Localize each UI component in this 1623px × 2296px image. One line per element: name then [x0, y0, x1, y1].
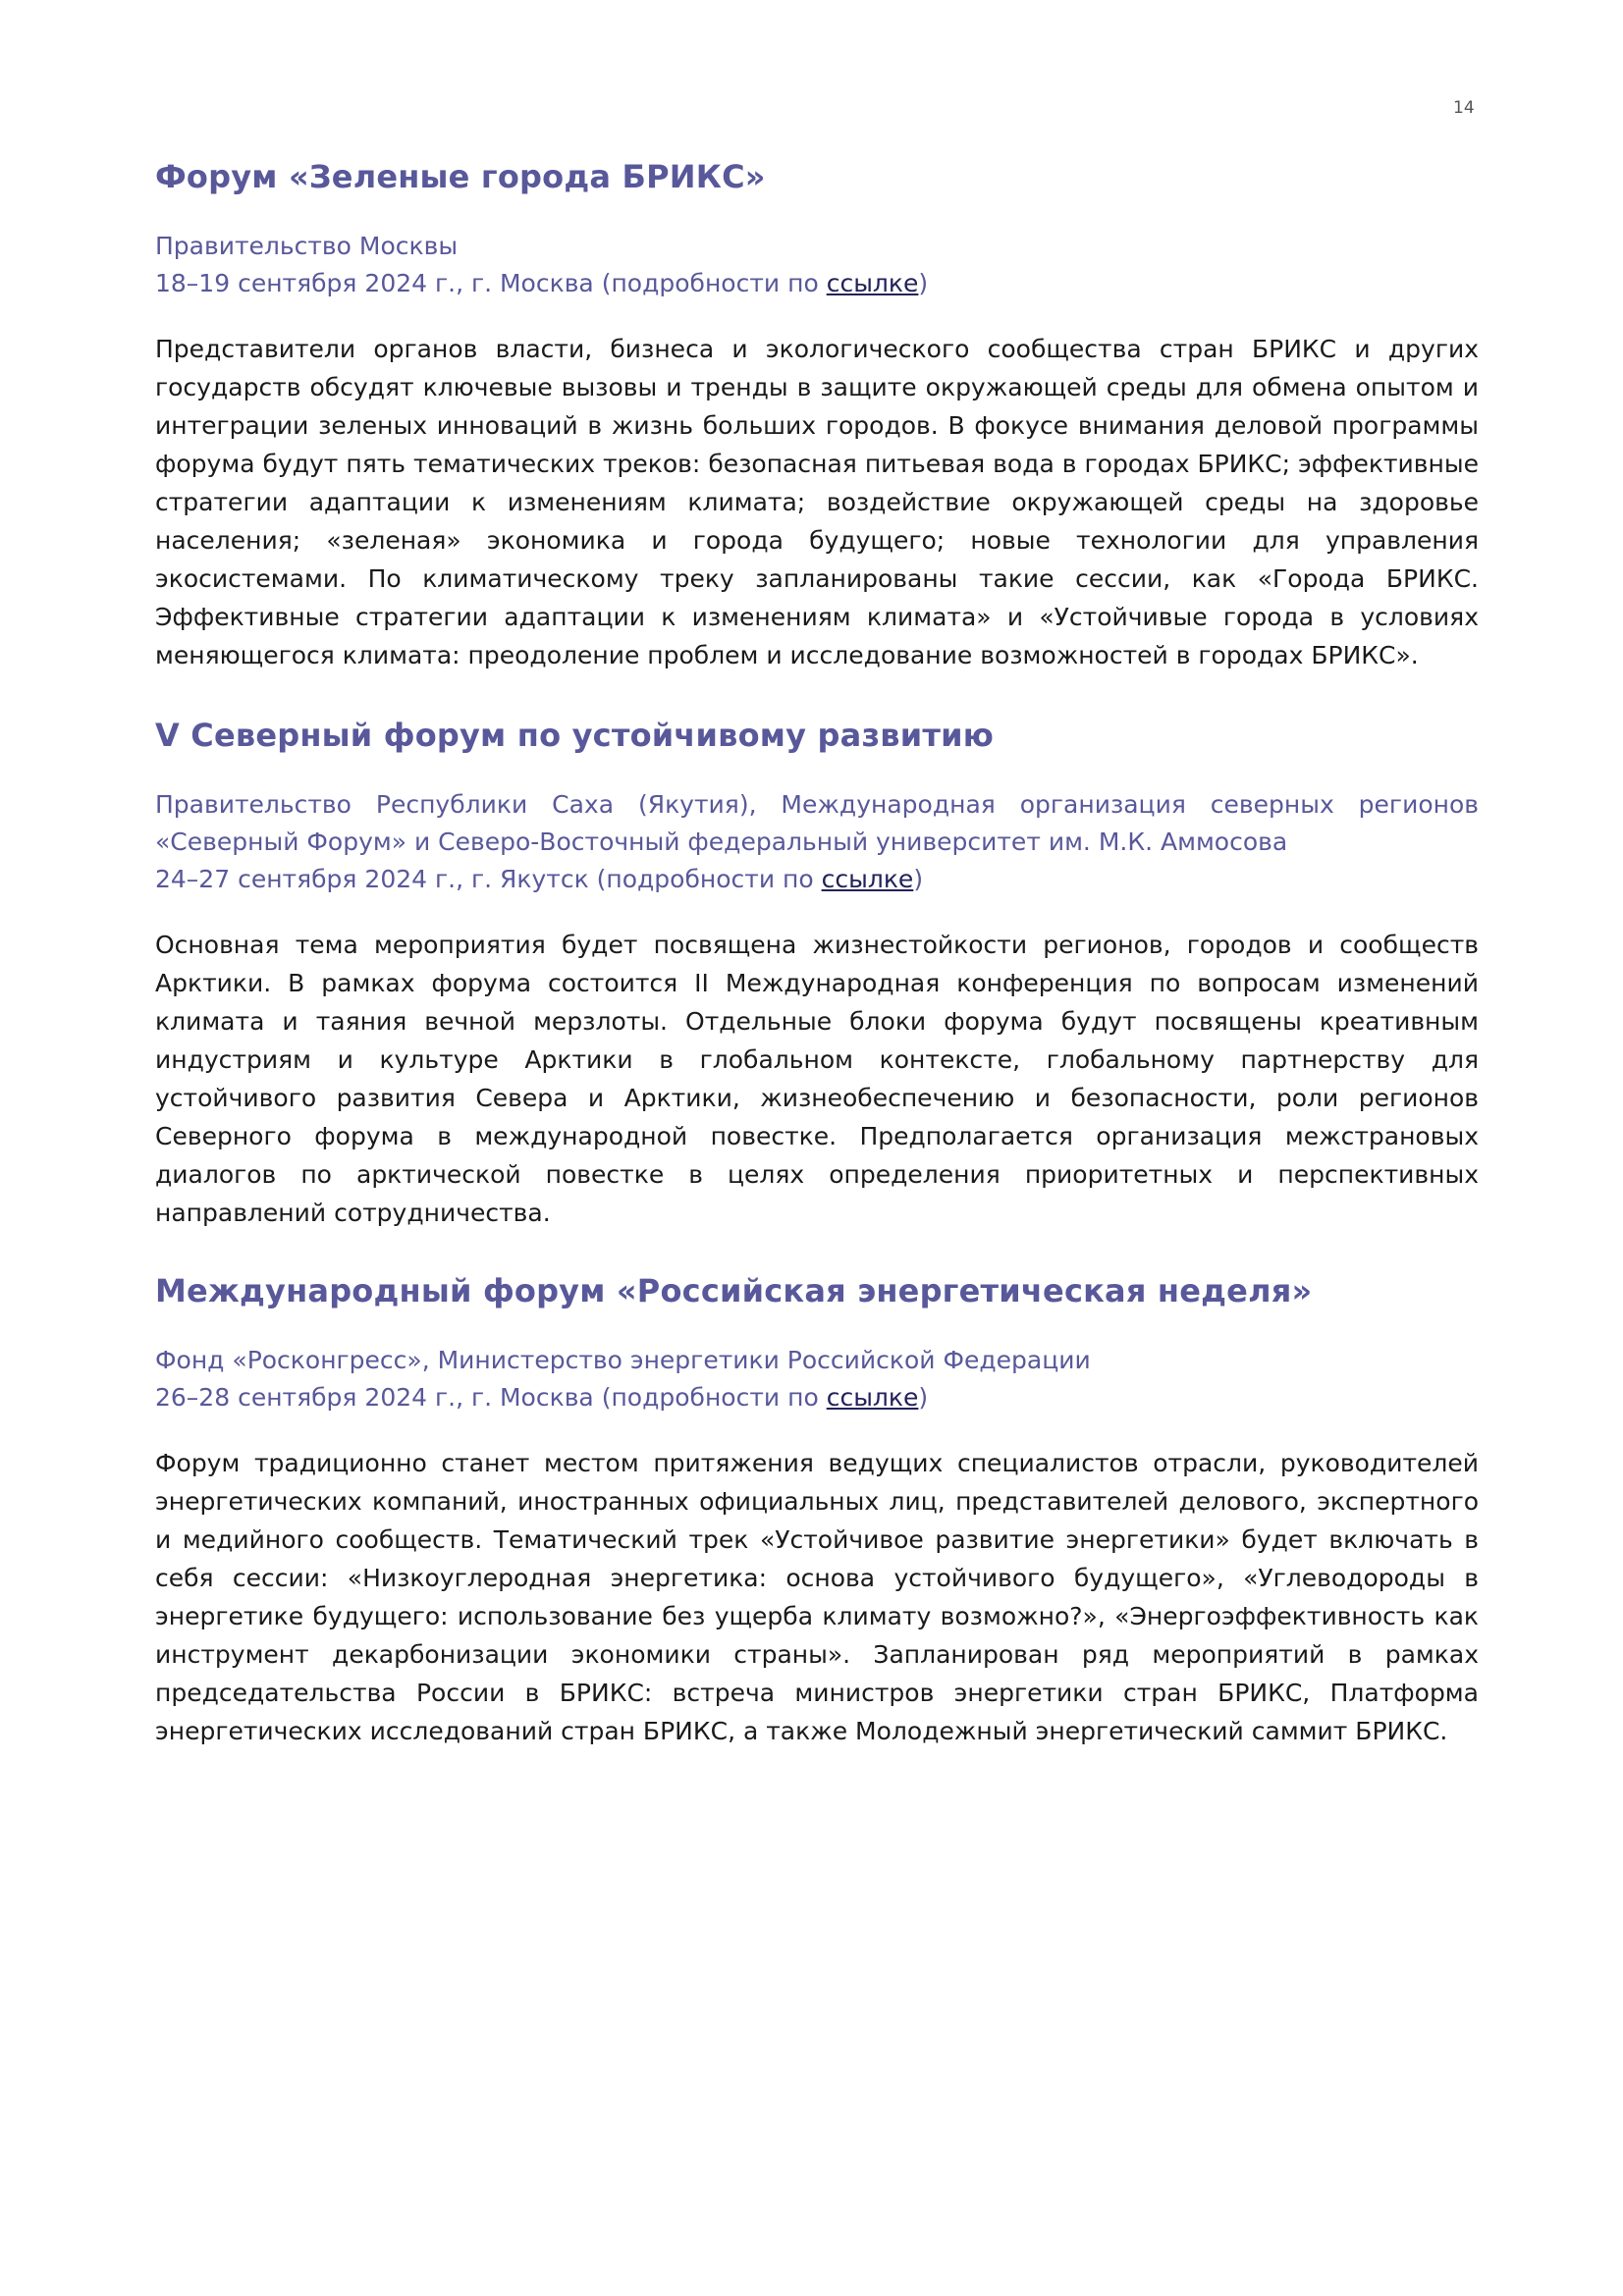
page-number: 14: [1453, 98, 1475, 118]
date-location-line: [155, 861, 1479, 898]
date-location-line: [155, 265, 1479, 302]
section-body: Основная тема мероприятия будет посвящена жизнестойкости регионов, городов и сообществ Арктики. В рамках форума состоится II Международная конференция по вопросам изменений климата и таяния вечной мерзлоты. Отдельные блоки форума будут посвящены креативным индустриям и культуре Арктики в глобальном контексте, глобальному партнерству для устойчивого развития Севера и Арктики, жизнеобеспечению и безопасности, роли регионов Северного форума в международной повестке. Предполагается организация межстрановых диалогов по арктической повестке в целях определения приоритетных и перспективных направлений сотрудничества.: [155, 931, 1479, 1227]
date-location-line: [155, 1379, 1479, 1416]
organizer-line: Фонд «Росконгресс», Министерство энергетики Российской Федерации: [155, 1346, 1091, 1374]
event-section-energy-week: [155, 1269, 1479, 1750]
section-title: Форум «Зеленые города БРИКС»: [155, 158, 766, 195]
document-content: [155, 155, 1479, 1750]
details-link[interactable]: ссылке: [821, 865, 914, 893]
closing-paren: ): [918, 269, 929, 297]
organizer-line: Правительство Москвы: [155, 232, 459, 260]
organizer-line: Правительство Республики Саха (Якутия), Международная организация северных регионов «Северный Форум» и Северо-Восточный федеральный университет им. М.К. Аммосова: [155, 790, 1479, 856]
section-body: Форум традиционно станет местом притяжения ведущих специалистов отрасли, руководителей энергетических компаний, иностранных официальных лиц, представителей делового, экспертного и медийного сообществ. Тематический трек «Устойчивое развитие энергетики» будет включать в себя сессии: «Низкоуглеродная энергетика: основа устойчивого будущего», «Углеводороды в энергетике будущего: использование без ущерба климату возможно?», «Энергоэффективность как инструмент декарбонизации экономики страны». Запланирован ряд мероприятий в рамках председательства России в БРИКС: встреча министров энергетики стран БРИКС, Платформа энергетических исследований стран БРИКС, а также Молодежный энергетический саммит БРИКС.: [155, 1449, 1479, 1745]
closing-paren: ): [918, 1383, 929, 1412]
event-section-green-cities: [155, 155, 1479, 674]
date-location-text: 24–27 сентября 2024 г., г. Якутск (подробности по: [155, 865, 822, 893]
closing-paren: ): [913, 865, 924, 893]
section-title: V Северный форум по устойчивому развитию: [155, 717, 994, 754]
section-title: Международный форум «Российская энергетическая неделя»: [155, 1272, 1313, 1309]
section-body: Представители органов власти, бизнеса и экологического сообщества стран БРИКС и других государств обсудят ключевые вызовы и тренды в защите окружающей среды для обмена опытом и интеграции зеленых инноваций в жизнь больших городов. В фокусе внимания деловой программы форума будут пять тематических треков: безопасная питьевая вода в городах БРИКС; эффективные стратегии адаптации к изменениям климата; воздействие окружающей среды на здоровье населения; «зеленая» экономика и города будущего; новые технологии для управления экосистемами. По климатическому треку запланированы такие сессии, как «Города БРИКС. Эффективные стратегии адаптации к изменениям климата» и «Устойчивые города в условиях меняющегося климата: преодоление проблем и исследование возможностей в городах БРИКС».: [155, 335, 1479, 669]
details-link[interactable]: ссылке: [826, 269, 919, 297]
event-section-northern-forum: [155, 714, 1479, 1232]
date-location-text: 18–19 сентября 2024 г., г. Москва (подробности по: [155, 269, 827, 297]
details-link[interactable]: ссылке: [826, 1383, 919, 1412]
date-location-text: 26–28 сентября 2024 г., г. Москва (подробности по: [155, 1383, 827, 1412]
